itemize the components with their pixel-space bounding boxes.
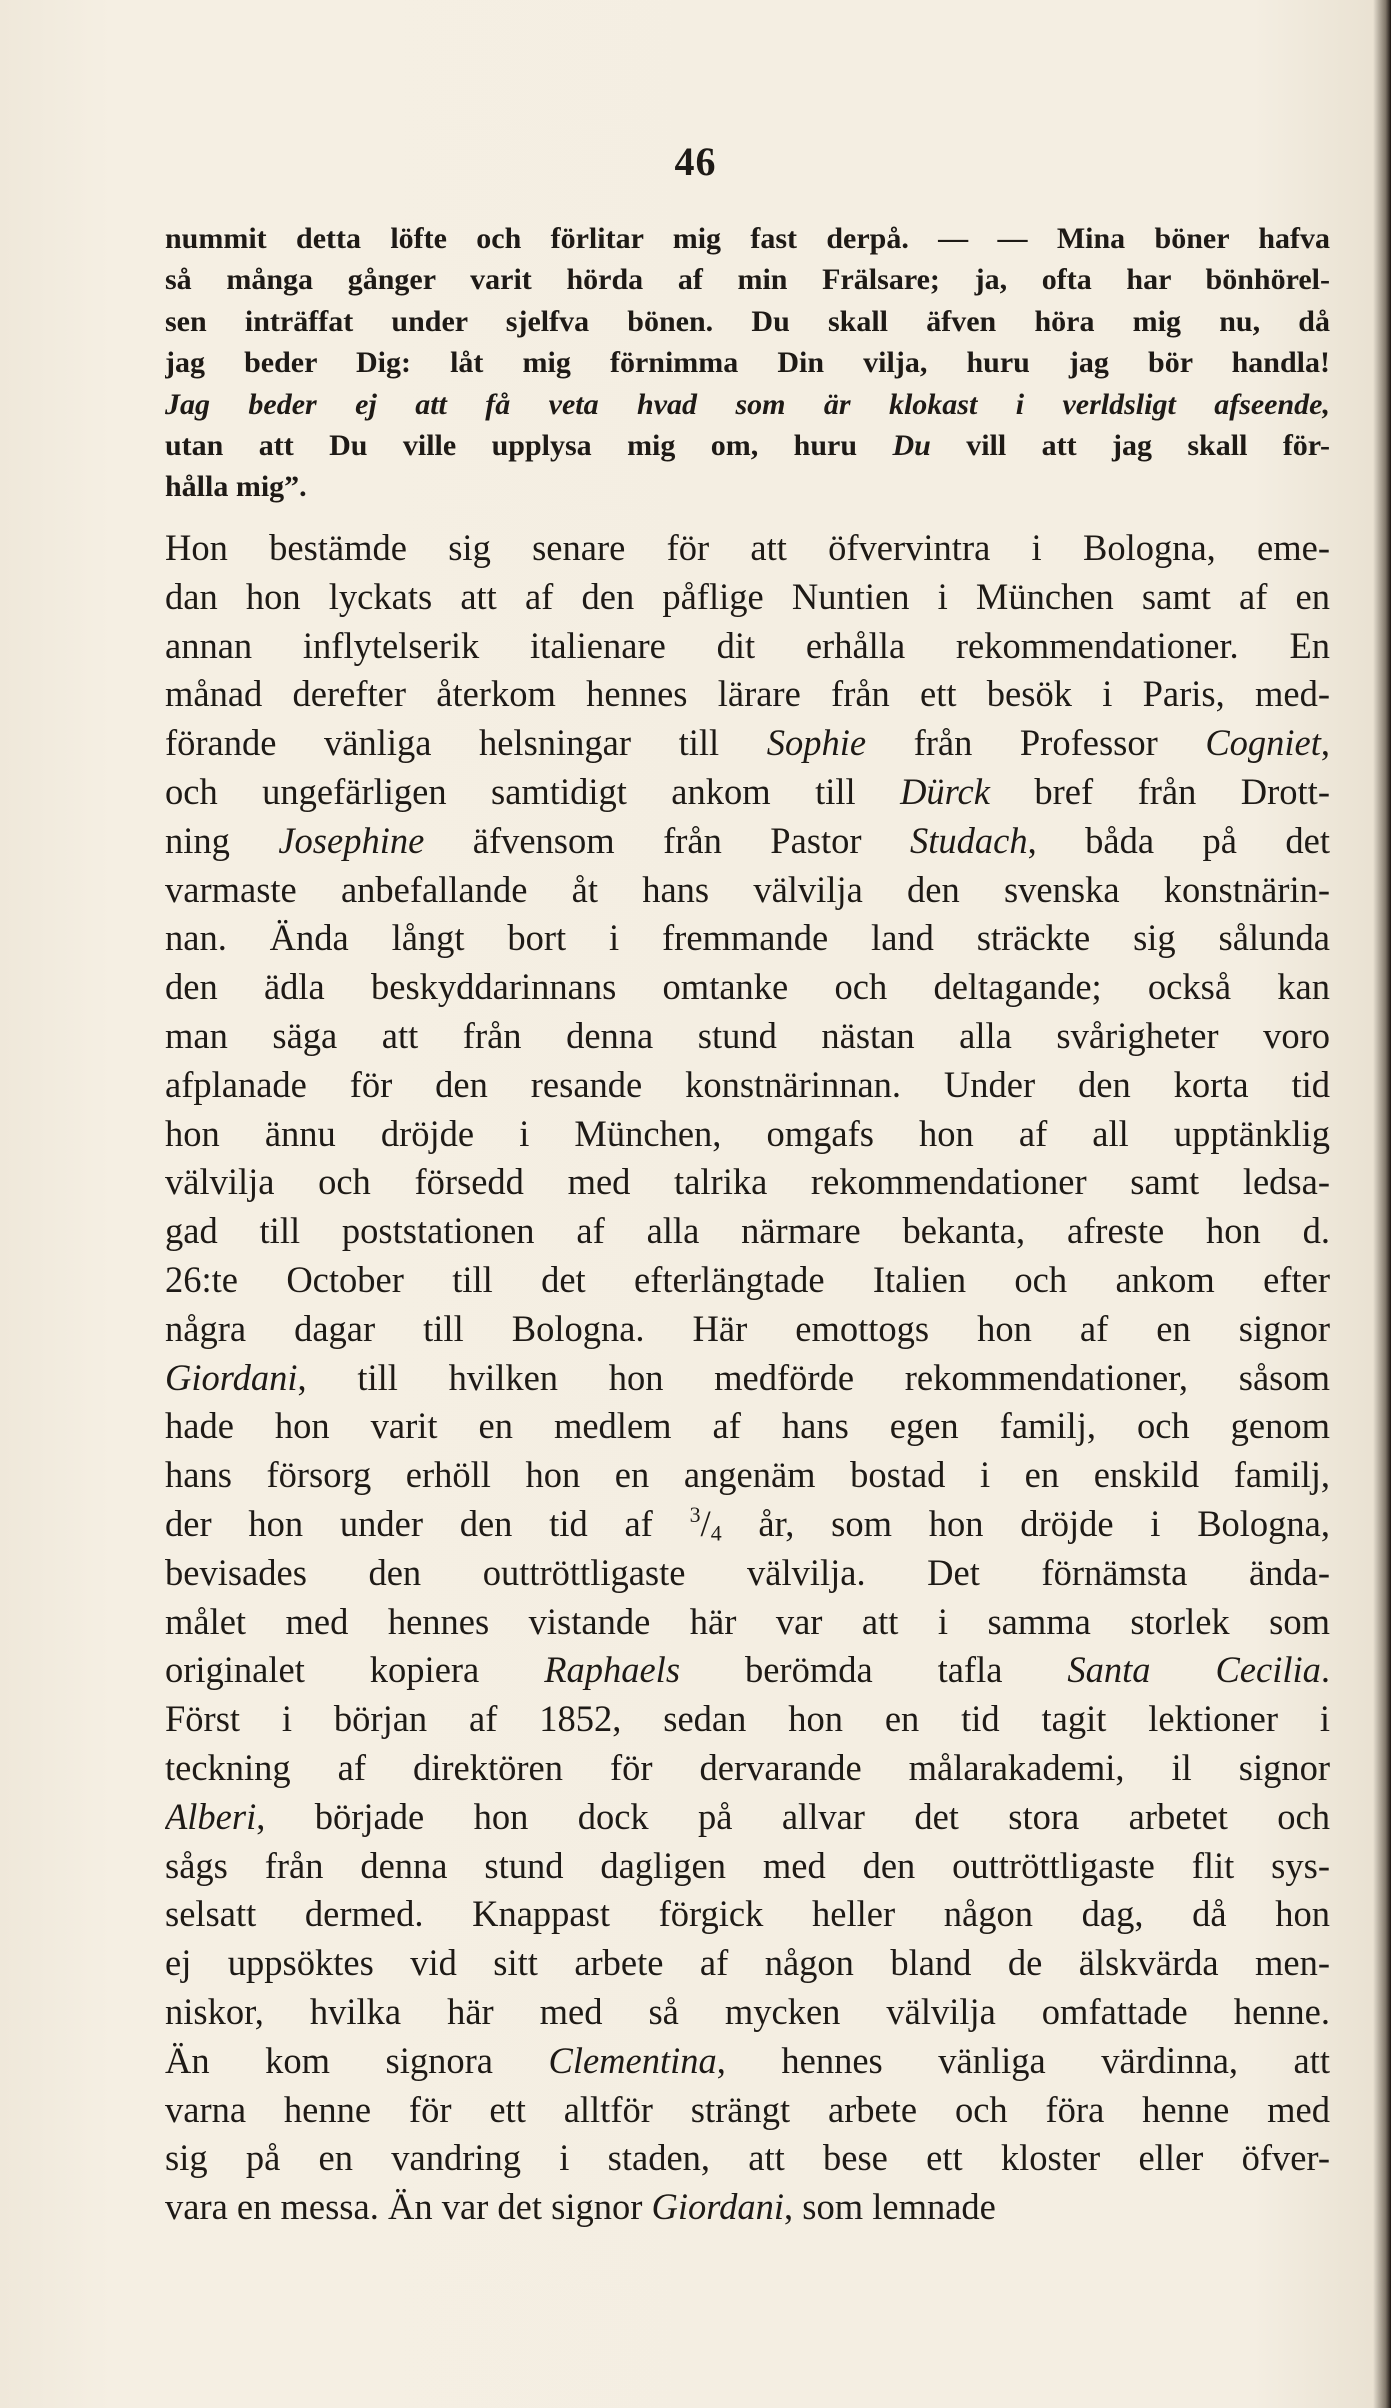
text-segment: bevisades den outtröttligaste välvilja. Det förnämsta ända-	[165, 1551, 1330, 1593]
text-line	[165, 768, 1330, 817]
text-line	[165, 2037, 1330, 2086]
text-line	[165, 573, 1330, 622]
text-line	[165, 1793, 1330, 1842]
italic-text: Santa Cecilia	[1067, 1649, 1321, 1691]
text-line	[165, 2134, 1330, 2183]
text-segment: jag beder Dig: låt mig förnimma Din vilja, huru jag bör handla!	[165, 346, 1330, 380]
text-segment: förande vänliga helsningar till	[165, 722, 767, 764]
text-line	[165, 1744, 1330, 1793]
text-line	[165, 1646, 1330, 1695]
italic-text: Sophie	[766, 722, 867, 764]
text-segment: hon ännu dröjde i München, omgafs hon af all upptänklig	[165, 1112, 1330, 1154]
text-line	[165, 1256, 1330, 1305]
text-line	[165, 425, 1330, 466]
text-line	[165, 1158, 1330, 1207]
text-line	[165, 1110, 1330, 1159]
italic-text: Du	[892, 429, 931, 463]
text-segment: dan hon lyckats att af den påflige Nuntien i München samt af en	[165, 575, 1330, 617]
text-segment: afplanade för den resande konstnärinnan. Under den korta tid	[165, 1063, 1330, 1105]
text-segment: sågs från denna stund dagligen med den outtröttligaste flit sys-	[165, 1844, 1330, 1886]
text-line	[165, 524, 1330, 573]
superscript-text: 3	[689, 1501, 701, 1527]
text-segment: berömda tafla	[680, 1649, 1068, 1691]
text-segment: sig på en vandring i staden, att bese ett kloster eller öfver-	[165, 2137, 1330, 2179]
text-segment: hålla mig”.	[165, 470, 307, 504]
text-segment: bref från Drott-	[989, 770, 1330, 812]
text-segment: originalet kopiera	[165, 1649, 545, 1691]
text-segment: från Professor	[866, 722, 1206, 764]
text-segment: nummit detta löfte och förlitar mig fast derpå. — — Mina böner hafva	[165, 222, 1330, 255]
text-segment: 26:te October till det efterlängtade Italien och ankom efter	[165, 1258, 1330, 1300]
text-line	[165, 1451, 1330, 1500]
text-segment: nan. Ända långt bort i fremmande land sträckte sig sålunda	[165, 917, 1330, 959]
italic-text: Studach	[909, 819, 1028, 861]
text-segment: , båda på det	[1027, 819, 1330, 861]
page-number: 46	[674, 139, 717, 184]
text-segment: några dagar till Bologna. Här emottogs hon af en signor	[165, 1307, 1330, 1349]
text-segment: selsatt dermed. Knappast förgick heller någon dag, då hon	[165, 1893, 1330, 1935]
text-segment: Först i början af 1852, sedan hon en tid tagit lektioner i	[165, 1698, 1330, 1740]
text-segment: Än kom signora	[165, 2039, 549, 2081]
italic-text: Jag beder ej att få veta hvad som är klokast i verldsligt afseende,	[165, 387, 1330, 421]
text-segment: ning	[165, 819, 279, 861]
text-segment: månad derefter återkom hennes lärare från ett besök i Paris, med-	[165, 673, 1330, 715]
text-segment: äfvensom från Pastor	[424, 819, 910, 861]
text-segment: så många gånger varit hörda af min Frälsare; ja, ofta har bönhörel-	[165, 263, 1330, 297]
text-line	[165, 2086, 1330, 2135]
text-segment: teckning af direktören för dervarande målarakademi, il signor	[165, 1746, 1330, 1788]
quoted-prayer	[165, 218, 1330, 508]
text-segment: vara en messa. Än var det signor	[165, 2186, 652, 2228]
text-line	[165, 1842, 1330, 1891]
italic-text: Giordani	[651, 2186, 785, 2228]
text-line	[165, 914, 1330, 963]
text-segment: der hon under den tid af	[165, 1502, 690, 1544]
text-segment: och ungefärligen samtidigt ankom till	[165, 770, 901, 812]
italic-text: Clementina	[548, 2039, 717, 2081]
italic-text: Raphaels	[544, 1649, 681, 1691]
text-line	[165, 342, 1330, 383]
text-segment: gad till poststationen af alla närmare bekanta, afreste hon d.	[165, 1210, 1330, 1252]
text-line	[165, 719, 1330, 768]
text-segment: ej uppsöktes vid sitt arbete af någon bland de älskvärda men-	[165, 1942, 1330, 1984]
text-line	[165, 1598, 1330, 1647]
text-line	[165, 1695, 1330, 1744]
text-segment: ,	[1320, 722, 1330, 764]
italic-text: Alberi	[165, 1795, 257, 1837]
text-segment: .	[1320, 1649, 1330, 1691]
text-line	[165, 1402, 1330, 1451]
text-line	[165, 259, 1330, 300]
text-line	[165, 866, 1330, 915]
subscript-text: 4	[710, 1520, 722, 1546]
italic-text: Josephine	[278, 819, 425, 861]
text-segment: vill att jag skall för-	[930, 429, 1330, 463]
text-segment: varna henne för ett alltför strängt arbete och föra henne med	[165, 2088, 1330, 2130]
text-segment: målet med hennes vistande här var att i samma storlek som	[165, 1600, 1330, 1642]
text-line	[165, 622, 1330, 671]
text-segment: , hennes vänliga värdinna, att	[716, 2039, 1330, 2081]
text-segment: , som lemnade	[784, 2186, 996, 2228]
text-segment: , till hvilken hon medförde rekommendationer, såsom	[297, 1356, 1330, 1398]
text-line	[165, 1305, 1330, 1354]
body-text	[165, 524, 1330, 2232]
text-line	[165, 817, 1330, 866]
text-line	[165, 466, 1330, 507]
text-line	[165, 1500, 1330, 1549]
text-segment: varmaste anbefallande åt hans välvilja den svenska konstnärin-	[165, 868, 1330, 910]
text-segment: hans försorg erhöll hon en angenäm bostad i en enskild familj,	[165, 1454, 1330, 1496]
italic-text: Giordani	[165, 1356, 298, 1398]
text-line	[165, 1988, 1330, 2037]
text-segment: år, som hon dröjde i Bologna,	[721, 1502, 1330, 1544]
text-line	[165, 301, 1330, 342]
text-segment: niskor, hvilka här med så mycken välvilja omfattade henne.	[165, 1990, 1330, 2032]
text-line	[165, 1207, 1330, 1256]
text-segment: annan inflytelserik italienare dit erhålla rekommendationer. En	[165, 624, 1330, 666]
text-line	[165, 1061, 1330, 1110]
text-segment: välvilja och försedd med talrika rekommendationer samt ledsa-	[165, 1161, 1330, 1203]
text-segment: man säga att från denna stund nästan alla svårigheter voro	[165, 1014, 1330, 1056]
text-segment: Hon bestämde sig senare för att öfvervintra i Bologna, eme-	[165, 527, 1330, 568]
text-segment: hade hon varit en medlem af hans egen familj, och genom	[165, 1405, 1330, 1447]
text-line	[165, 1890, 1330, 1939]
text-line	[165, 670, 1330, 719]
text-segment: utan att Du ville upplysa mig om, huru	[165, 429, 893, 463]
text-line	[165, 963, 1330, 1012]
text-segment: , började hon dock på allvar det stora arbetet och	[256, 1795, 1330, 1837]
italic-text: Dürck	[900, 770, 990, 812]
text-segment: sen inträffat under sjelfva bönen. Du skall äfven höra mig nu, då	[165, 304, 1330, 338]
text-line	[165, 2183, 1330, 2232]
page-edge-shadow	[1373, 0, 1391, 2408]
text-line	[165, 1939, 1330, 1988]
text-line	[165, 1354, 1330, 1403]
text-line	[165, 384, 1330, 425]
text-segment: /	[700, 1502, 711, 1544]
text-line	[165, 1549, 1330, 1598]
italic-text: Cogniet	[1205, 722, 1321, 764]
text-line	[165, 218, 1330, 259]
text-line	[165, 1012, 1330, 1061]
text-segment: den ädla beskyddarinnans omtanke och deltagande; också kan	[165, 966, 1330, 1008]
